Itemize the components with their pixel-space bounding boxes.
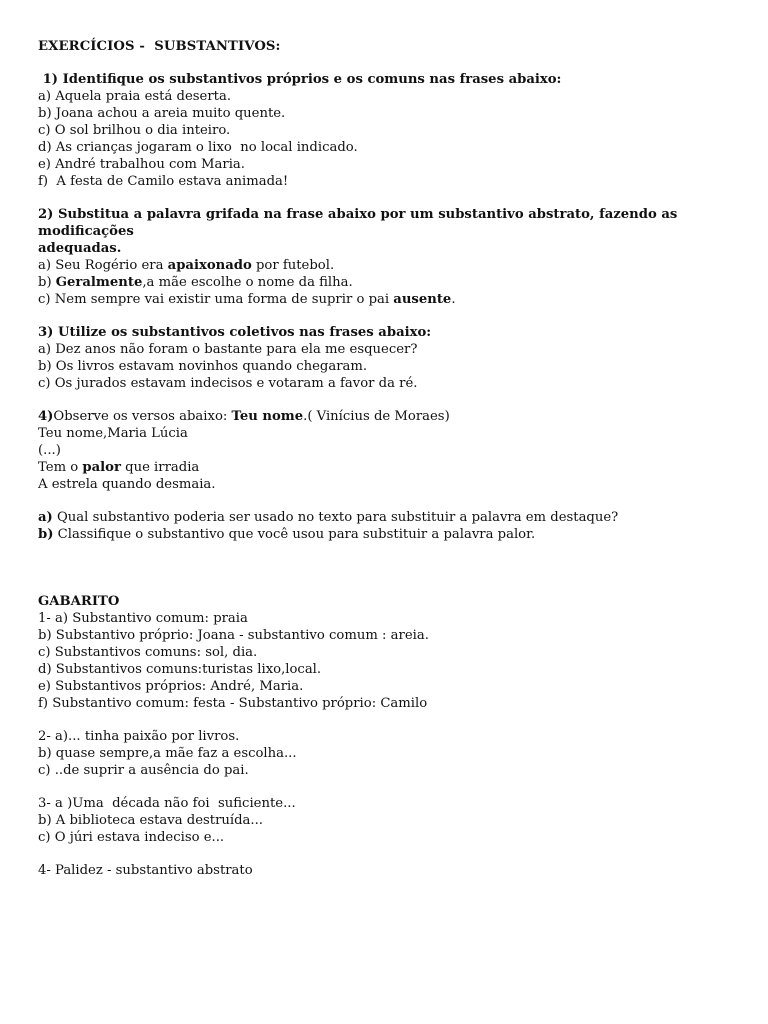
answer-1-line: c) Substantivos comuns: sol, dia. [38, 645, 258, 660]
question-1-heading: 1) Identifique os substantivos próprios e os comuns nas frases abaixo: [38, 72, 562, 87]
question-1-item-b: b) Joana achou a areia muito quente. [38, 106, 286, 121]
answer-1-line: f) Substantivo comum: festa - Substantivo próprio: Camilo [38, 696, 428, 711]
document-page [38, 38, 738, 879]
text-segment: . [451, 292, 456, 307]
answer-3-line: c) O júri estava indeciso e... [38, 830, 225, 845]
answer-1-line: e) Substantivos próprios: André, Maria. [38, 679, 304, 694]
question-3-item-c: c) Os jurados estavam indecisos e votaram a favor da ré. [38, 376, 418, 391]
poem-verse: A estrela quando desmaia. [38, 477, 216, 492]
poem-verse [38, 459, 738, 476]
answer-1-line: d) Substantivos comuns:turistas lixo,local. [38, 662, 322, 677]
answer-3-line: b) A biblioteca estava destruída... [38, 813, 263, 828]
highlighted-word: palor [82, 460, 121, 475]
spacer [38, 308, 738, 324]
question-3-item-a: a) Dez anos não foram o bastante para ela me esquecer? [38, 342, 418, 357]
question-1-item-d: d) As crianças jogaram o lixo no local indicado. [38, 140, 358, 155]
text-segment: Tem o [38, 460, 83, 475]
question-2-heading: 2) Substitua a palavra grifada na frase abaixo por um substantivo abstrato, fazendo as modificações [38, 207, 682, 239]
question-4-item-b [38, 526, 738, 543]
question-1-item-e: e) André trabalhou com Maria. [38, 157, 245, 172]
text-segment: Observe os versos abaixo: [53, 409, 232, 424]
answer-2-line: 2- a)... tinha paixão por livros. [38, 729, 240, 744]
answer-key-heading: GABARITO [38, 594, 120, 609]
text-segment: b) [38, 275, 56, 290]
answer-4-line: 4- Palidez - substantivo abstrato [38, 863, 253, 878]
text-segment: por futebol. [251, 258, 335, 273]
highlighted-word: Geralmente [55, 275, 143, 290]
answer-3-line: 3- a )Uma década não foi suficiente... [38, 796, 296, 811]
item-label: a) [38, 510, 53, 525]
answer-2-line: c) ..de suprir a ausência do pai. [38, 763, 249, 778]
poem-author: .( Vinícius de Moraes) [303, 409, 450, 424]
answer-2-line: b) quase sempre,a mãe faz a escolha... [38, 746, 297, 761]
spacer [38, 543, 738, 593]
question-2-item-b [38, 274, 738, 291]
text-segment: Qual substantivo poderia ser usado no texto para substituir a palavra em destaque? [52, 510, 619, 525]
question-2-heading-cont: adequadas. [38, 241, 122, 256]
question-3-heading: 3) Utilize os substantivos coletivos nas frases abaixo: [38, 325, 432, 340]
item-label: b) [38, 527, 54, 542]
highlighted-word: apaixonado [167, 258, 252, 273]
answer-1-line: 1- a) Substantivo comum: praia [38, 611, 248, 626]
answer-1-line: b) Substantivo próprio: Joana - substantivo comum : areia. [38, 628, 429, 643]
question-4-item-a [38, 509, 738, 526]
question-4-heading [38, 408, 738, 425]
text-segment: que irradia [120, 460, 200, 475]
text-segment: a) Seu Rogério era [38, 258, 168, 273]
question-number: 4) [38, 409, 54, 424]
spacer [38, 392, 738, 408]
spacer [38, 712, 738, 728]
spacer [38, 779, 738, 795]
text-segment: ,a mãe escolhe o nome da filha. [142, 275, 353, 290]
question-2-item-c [38, 291, 738, 308]
question-1-item-a: a) Aquela praia está deserta. [38, 89, 232, 104]
highlighted-word: ausente [393, 292, 452, 307]
question-2-item-a [38, 257, 738, 274]
page-title: EXERCÍCIOS - SUBSTANTIVOS: [38, 39, 281, 54]
question-3-item-b: b) Os livros estavam novinhos quando chegaram. [38, 359, 368, 374]
question-1-item-c: c) O sol brilhou o dia inteiro. [38, 123, 231, 138]
spacer [38, 190, 738, 206]
question-1-item-f: f) A festa de Camilo estava animada! [38, 174, 289, 189]
text-segment: Classifique o substantivo que você usou para substituir a palavra palor. [53, 527, 536, 542]
poem-verse: Teu nome,Maria Lúcia [38, 426, 188, 441]
text-segment: c) Nem sempre vai existir uma forma de suprir o pai [38, 292, 394, 307]
spacer [38, 493, 738, 509]
poem-title: Teu nome [231, 409, 304, 424]
poem-verse: (...) [38, 443, 61, 458]
spacer [38, 55, 738, 71]
spacer [38, 846, 738, 862]
